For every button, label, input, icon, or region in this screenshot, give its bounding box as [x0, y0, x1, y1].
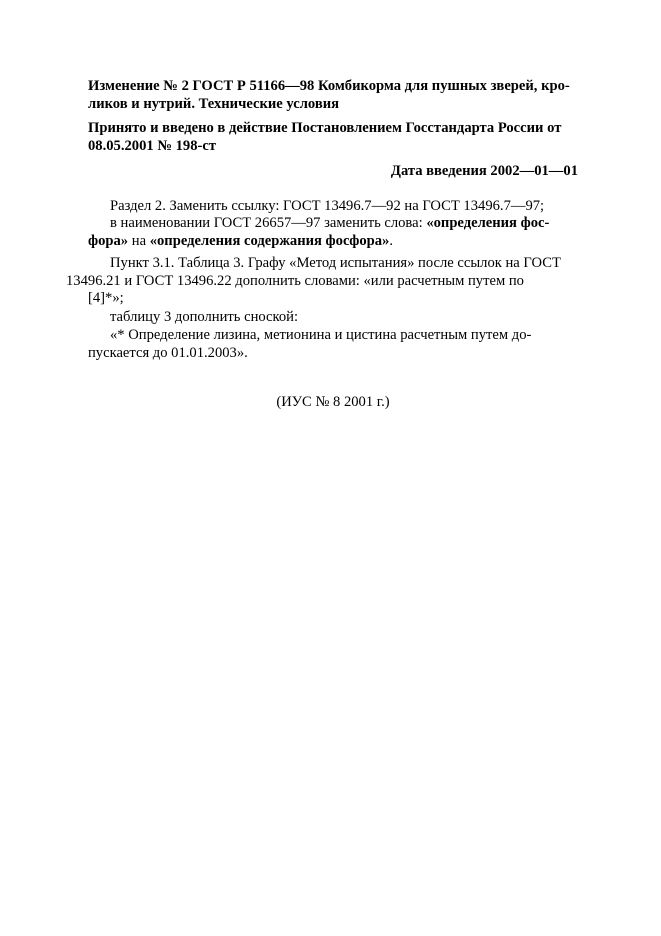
clause-3-1-line-3: [4]*»; — [88, 290, 124, 306]
adoption-statement — [88, 120, 578, 155]
adoption-line-1: Принято и введено в действие Постановлением Госстандарта России от — [88, 120, 562, 136]
document-title — [88, 78, 578, 113]
adoption-line-2: 08.05.2001 № 198-ст — [88, 137, 217, 154]
section-2-text-a: в наименовании ГОСТ 26657—97 заменить слова: — [110, 215, 427, 231]
table-footnote — [88, 327, 578, 362]
section-2-text-b: на — [128, 232, 150, 249]
effective-date: Дата введения 2002—01—01 — [390, 163, 578, 179]
source-reference: (ИУС № 8 2001 г.) — [276, 394, 390, 410]
table-footnote-intro: таблицу 3 дополнить сноской: — [110, 308, 299, 325]
section-2-rename — [88, 215, 578, 250]
section-2-period: . — [389, 232, 394, 249]
section-2-old-words: «определения фос- — [426, 215, 550, 231]
section-2-replace-reference: Раздел 2. Заменить ссылку: ГОСТ 13496.7—92 на ГОСТ 13496.7—97; — [110, 197, 545, 214]
title-line-1: Изменение № 2 ГОСТ Р 51166—98 Комбикорма для пушных зверей, кро- — [88, 78, 570, 94]
table-footnote-line-2: пускается до 01.01.2003». — [88, 344, 248, 361]
title-line-2: ликов и нутрий. Технические условия — [88, 95, 340, 112]
section-2-old-words-end: фора» — [88, 232, 129, 249]
clause-3-1-line-2: 13496.21 и ГОСТ 13496.22 дополнить словами: «или расчетным путем по — [66, 272, 524, 289]
document-page — [66, 78, 578, 412]
table-footnote-line-1: «* Определение лизина, метионина и цистина расчетным путем до- — [110, 327, 532, 343]
clause-3-1-line-1: Пункт 3.1. Таблица 3. Графу «Метод испытания» после ссылок на ГОСТ — [110, 255, 561, 271]
section-2-new-words: «определения содержания фосфора» — [149, 232, 390, 249]
clause-3-1 — [66, 255, 578, 308]
